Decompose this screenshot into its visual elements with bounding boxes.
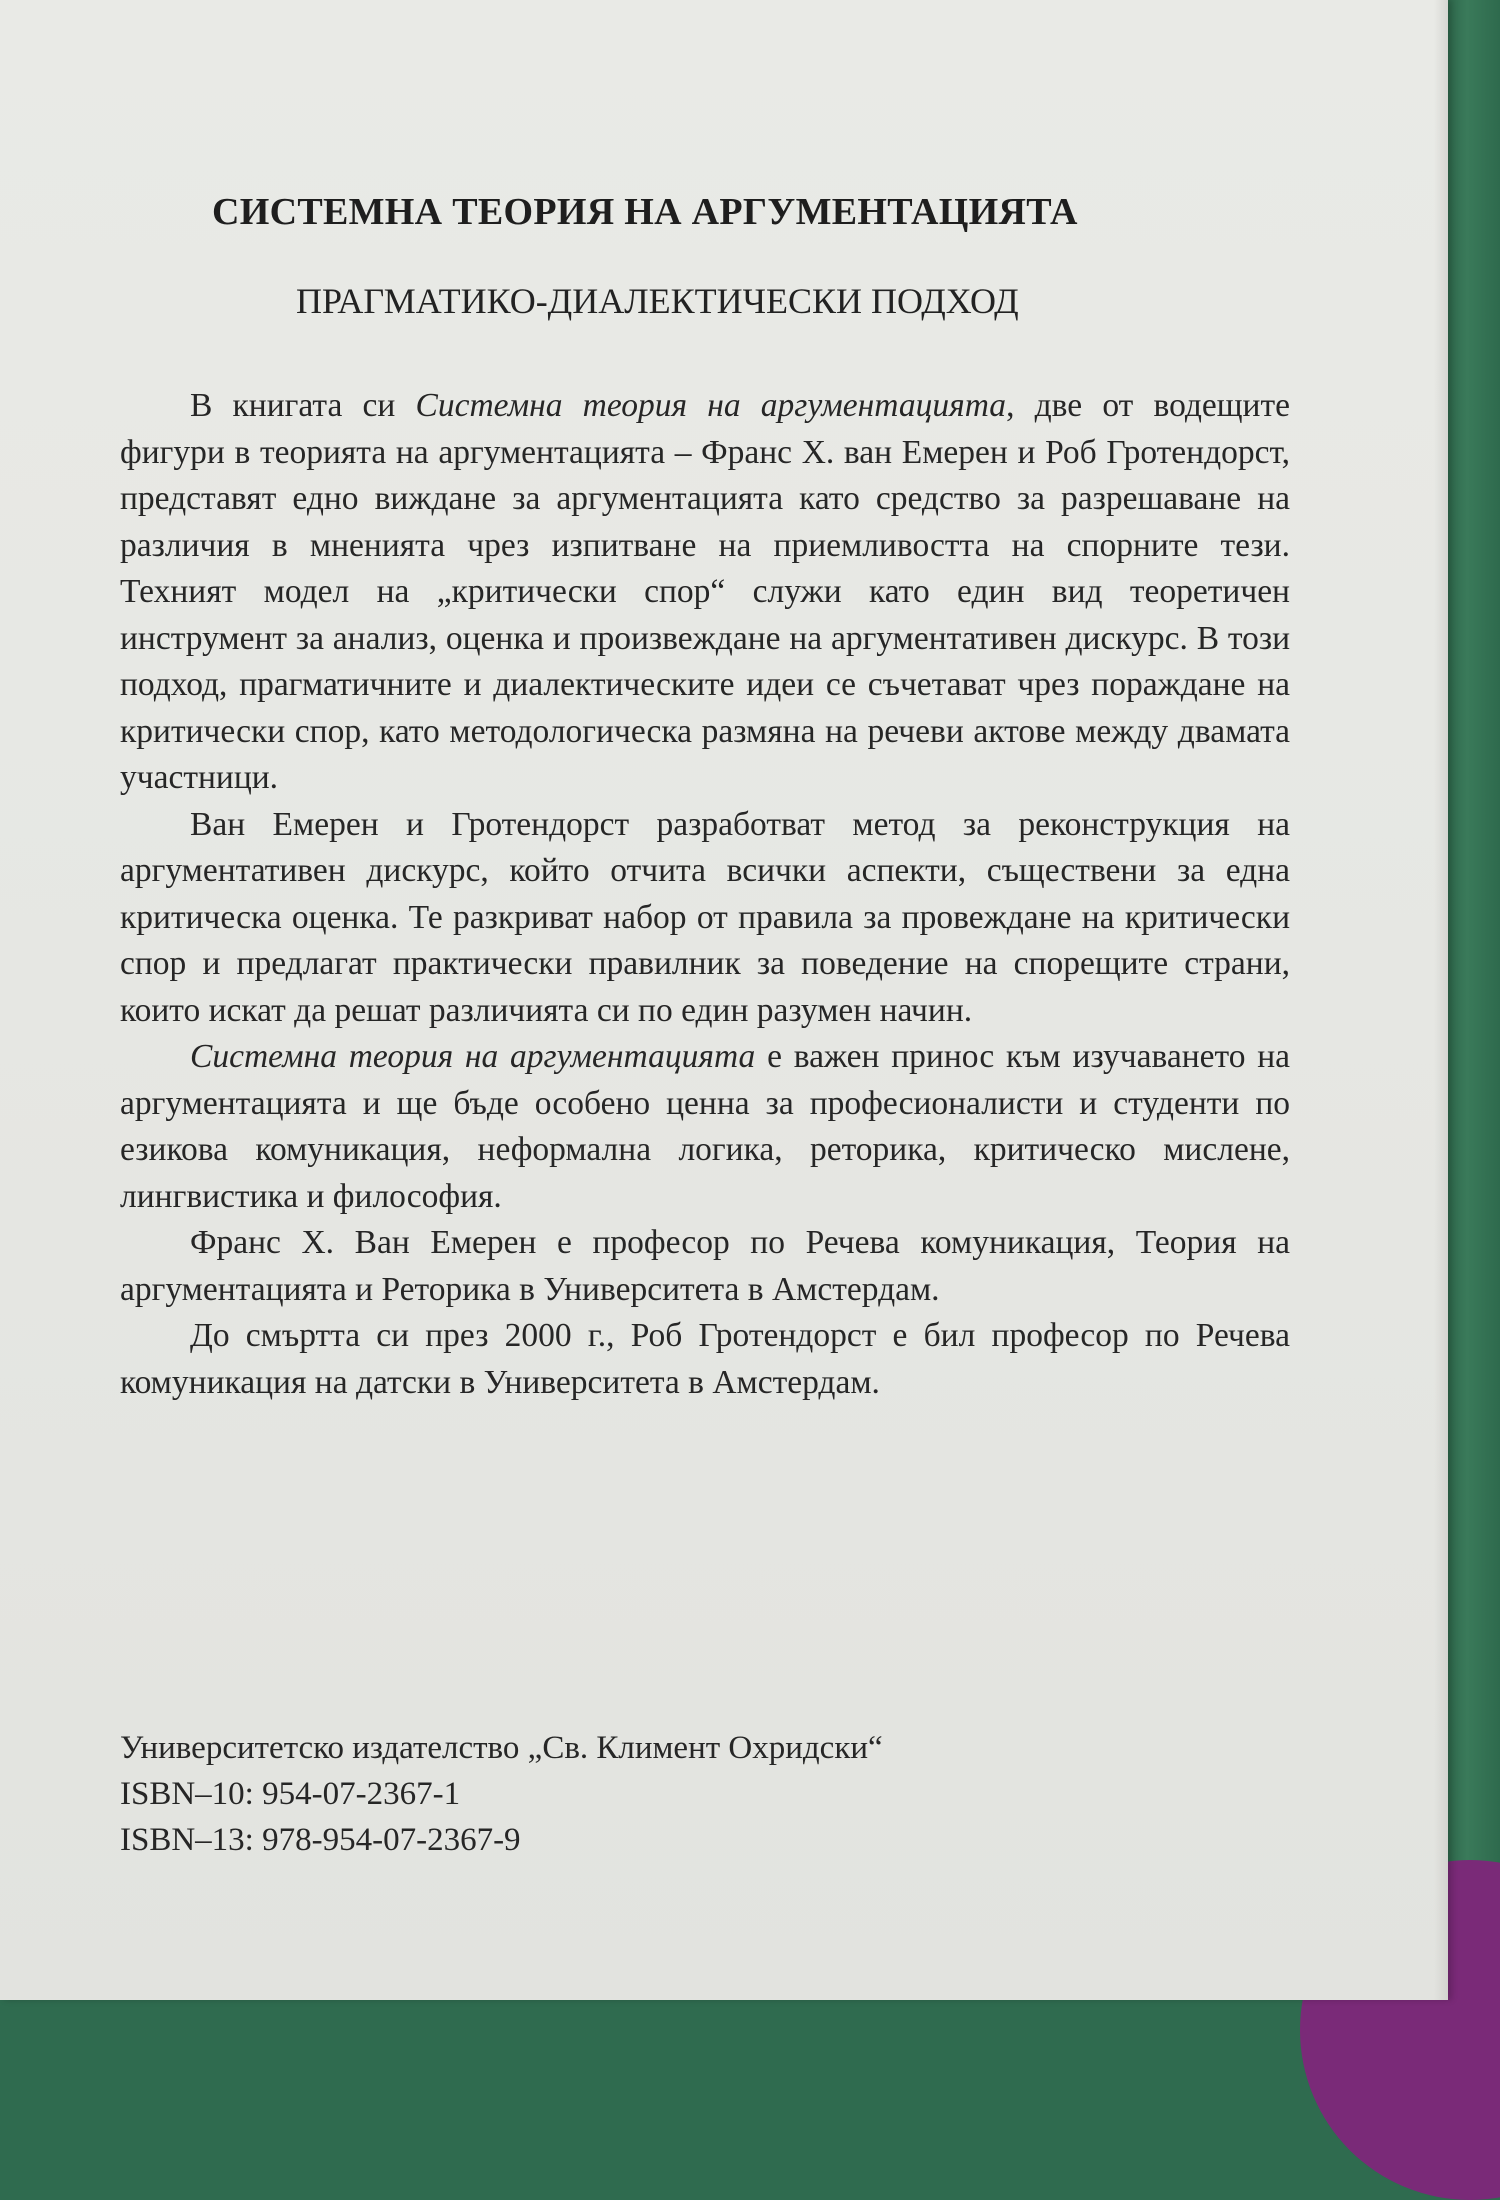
author-bio-1: Франс Х. Ван Емерен е професор по Речева комуникация, Теория на аргументацията и Реторика в Университета в Амстердам. xyxy=(120,1224,1290,1308)
p3-rest-text: е важен принос към изучаването на аргументацията и ще бъде особено ценна за професионалисти и студенти по езикова комуникация, неформална логика, реторика, критическо мислене, лингвистика и философия. xyxy=(120,1038,1290,1215)
cover-green-band xyxy=(1440,0,1500,2000)
isbn13-line: ISBN–13: 978-954-07-2367-9 xyxy=(120,1822,521,1858)
p1-rest-text: , две от водещите фигури в теорията на аргументацията – Франс Х. ван Емерен и Роб Гротендорст, представят едно виждане за аргументацията като средство за разрешаване на различия в мненията чрез изпитване на приемливостта на спорните тези. Техният модел на „критически спор“ служи като един вид теоретичен инструмент за анализ, оценка и произвеждане на аргументативен дискурс. В този подход, прагматичните и диалектическите идеи се съчетават чрез пораждане на критически спор, като методологическа размяна на речеви актове между двамата участници. xyxy=(120,387,1290,796)
author-bio-2: До смъртта си през 2000 г., Роб Гротендорст е бил професор по Речева комуникация на датски в Университета в Амстердам. xyxy=(120,1317,1290,1401)
p1-italic-title: Системна теория на аргументацията xyxy=(415,387,1007,424)
imprint-block xyxy=(120,1725,883,1863)
isbn10-line: ISBN–10: 954-07-2367-1 xyxy=(120,1776,461,1812)
blurb-paragraph-2: Ван Емерен и Гротендорст разработват метод за реконструкция на аргументативен дискурс, който отчита всички аспекти, съществени за една критическа оценка. Те разкриват набор от правила за провеждане на критически спор и предлагат практически правилник за поведение на спорещите страни, които искат да решат различията си по един разумен начин. xyxy=(120,805,1290,1029)
blurb-paragraph-1 xyxy=(120,383,1290,802)
blurb-paragraph-3 xyxy=(120,1034,1290,1220)
book-title: СИСТЕМНА ТЕОРИЯ НА АРГУМЕНТАЦИЯТА xyxy=(212,191,1078,233)
blurb-text xyxy=(120,383,1290,1406)
book-subtitle: ПРАГМАТИКО-ДИАЛЕКТИЧЕСКИ ПОДХОД xyxy=(296,281,1019,321)
publisher-line: Университетско издателство „Св. Климент Охридски“ xyxy=(120,1730,883,1766)
p1-start-text: В книгата си xyxy=(190,387,416,424)
p3-italic-title: Системна теория на аргументацията xyxy=(190,1038,756,1075)
